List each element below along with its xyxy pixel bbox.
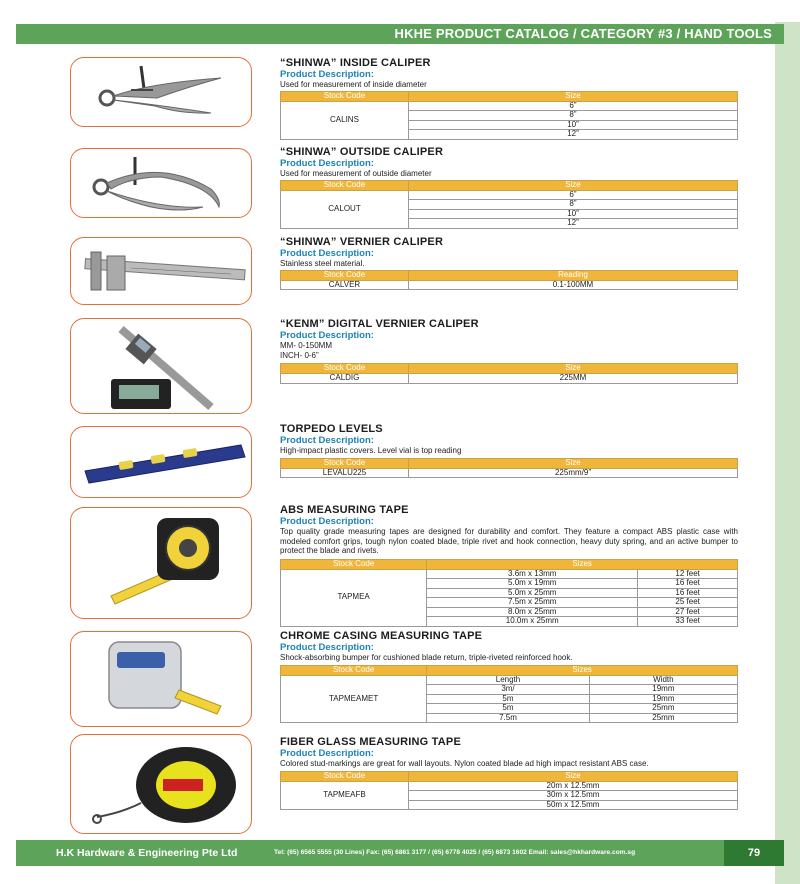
product-inside-caliper bbox=[280, 57, 738, 140]
size-metric-cell: 10.0m x 25mm bbox=[427, 617, 638, 627]
catalog-header bbox=[16, 24, 784, 44]
side-stripe-top bbox=[775, 0, 800, 22]
size-metric-cell: 3.6m x 13mm bbox=[427, 569, 638, 579]
catalog-header-title: HKHE PRODUCT CATALOG / CATEGORY #3 / HAND TOOLS bbox=[394, 26, 772, 41]
size-header: Size bbox=[408, 91, 737, 101]
product-description: Stainless steel material. bbox=[280, 259, 365, 268]
width-cell: 25mm bbox=[589, 713, 737, 723]
digital-caliper-image bbox=[70, 318, 252, 414]
inside-caliper-image bbox=[70, 57, 252, 127]
product-description-label: Product Description: bbox=[280, 69, 374, 80]
stock-code-header: Stock Code bbox=[281, 458, 409, 468]
outside-caliper-image bbox=[70, 148, 252, 218]
size-feet-cell: 12 feet bbox=[638, 569, 738, 579]
product-description-label: Product Description: bbox=[280, 330, 374, 341]
size-cell: 20m x 12.5mm bbox=[408, 781, 737, 791]
size-cell: 225MM bbox=[408, 374, 737, 384]
product-torpedo-levels bbox=[280, 423, 738, 478]
product-description-label: Product Description: bbox=[280, 748, 374, 759]
product-vernier-caliper bbox=[280, 236, 738, 290]
width-cell: 25mm bbox=[589, 704, 737, 714]
size-cell: 8” bbox=[408, 200, 737, 210]
product-title: CHROME CASING MEASURING TAPE bbox=[280, 630, 483, 642]
length-subheader: Length bbox=[427, 675, 590, 685]
fiberglass-tape-image bbox=[70, 734, 252, 834]
length-cell: 7.5m bbox=[427, 713, 590, 723]
product-abs-tape bbox=[280, 504, 738, 627]
stock-code-header: Stock Code bbox=[281, 364, 409, 374]
product-chrome-tape bbox=[280, 630, 738, 723]
size-feet-cell: 16 feet bbox=[638, 588, 738, 598]
product-description: Used for measurement of outside diameter bbox=[280, 169, 432, 178]
size-feet-cell: 16 feet bbox=[638, 579, 738, 589]
size-cell: 225mm/9” bbox=[408, 468, 737, 478]
spec-table bbox=[280, 559, 738, 627]
product-fiberglass-tape bbox=[280, 736, 738, 810]
product-outside-caliper bbox=[280, 146, 738, 229]
size-cell: 8” bbox=[408, 111, 737, 121]
product-title: “SHINWA” VERNIER CALIPER bbox=[280, 236, 444, 248]
reading-header: Reading bbox=[408, 270, 737, 280]
size-metric-cell: 7.5m x 25mm bbox=[427, 598, 638, 608]
spec-table bbox=[280, 771, 738, 811]
product-description-label: Product Description: bbox=[280, 516, 374, 527]
width-cell: 19mm bbox=[589, 685, 737, 695]
length-cell: 3m/ bbox=[427, 685, 590, 695]
stock-code-cell: CALINS bbox=[281, 101, 409, 139]
size-cell: 12” bbox=[408, 219, 737, 229]
page-number: 79 bbox=[724, 840, 784, 866]
width-subheader: Width bbox=[589, 675, 737, 685]
stock-code-cell: CALVER bbox=[281, 280, 409, 290]
stock-code-cell: TAPMEAFB bbox=[281, 781, 409, 810]
spec-table bbox=[280, 180, 738, 229]
product-description-line: MM- 0-150MM bbox=[280, 341, 333, 350]
size-cell: 6” bbox=[408, 101, 737, 111]
side-stripe bbox=[775, 0, 800, 884]
product-title: TORPEDO LEVELS bbox=[280, 423, 383, 435]
size-feet-cell: 27 feet bbox=[638, 607, 738, 617]
product-description: Shock-absorbing bumper for cushioned blade return, triple-riveted reinforced hook. bbox=[280, 653, 573, 662]
sizes-header: Sizes bbox=[427, 559, 738, 569]
stock-code-cell: TAPMEA bbox=[281, 569, 427, 626]
size-metric-cell: 5.0m x 19mm bbox=[427, 579, 638, 589]
width-cell: 19mm bbox=[589, 694, 737, 704]
size-cell: 12” bbox=[408, 130, 737, 140]
size-cell: 30m x 12.5mm bbox=[408, 791, 737, 801]
size-metric-cell: 5.0m x 25mm bbox=[427, 588, 638, 598]
stock-code-cell: TAPMEAMET bbox=[281, 675, 427, 723]
size-header: Size bbox=[408, 771, 737, 781]
spec-table bbox=[280, 363, 738, 384]
product-description: Used for measurement of inside diameter bbox=[280, 80, 427, 89]
torpedo-level-image bbox=[70, 426, 252, 498]
product-description-label: Product Description: bbox=[280, 248, 374, 259]
product-description-label: Product Description: bbox=[280, 642, 374, 653]
size-cell: 50m x 12.5mm bbox=[408, 800, 737, 810]
stock-code-cell: CALOUT bbox=[281, 190, 409, 228]
sizes-header: Sizes bbox=[427, 665, 738, 675]
contact-info: Tel: (65) 6565 5555 (30 Lines) Fax: (65) 6861 3177 / (65) 6778 4025 / (65) 6873 1602 Email: sales@hkhardware.com.sg bbox=[274, 849, 636, 856]
size-cell: 6” bbox=[408, 190, 737, 200]
stock-code-header: Stock Code bbox=[281, 270, 409, 280]
product-description-line: INCH- 0-6” bbox=[280, 350, 319, 360]
spec-table bbox=[280, 458, 738, 479]
product-title: “KENM” DIGITAL VERNIER CALIPER bbox=[280, 318, 479, 330]
product-description-label: Product Description: bbox=[280, 158, 374, 169]
product-digital-caliper bbox=[280, 318, 738, 384]
product-description-label: Product Description: bbox=[280, 435, 374, 446]
abs-tape-image bbox=[70, 507, 252, 619]
product-description: Top quality grade measuring tapes are designed for durability and comfort. They feature a compact ABS plastic case with modeled comfort grips, tough nylon coated blade, triple rivet and hook connection, heavy duty spring, and an active bumper to protect the blade and rivets. bbox=[280, 527, 738, 555]
size-header: Size bbox=[408, 458, 737, 468]
stock-code-cell: LEVALU225 bbox=[281, 468, 409, 478]
stock-code-header: Stock Code bbox=[281, 665, 427, 675]
product-title: “SHINWA” INSIDE CALIPER bbox=[280, 57, 431, 69]
stock-code-cell: CALDIG bbox=[281, 374, 409, 384]
reading-cell: 0.1-100MM bbox=[408, 280, 737, 290]
size-header: Size bbox=[408, 180, 737, 190]
stock-code-header: Stock Code bbox=[281, 91, 409, 101]
stock-code-header: Stock Code bbox=[281, 180, 409, 190]
size-header: Size bbox=[408, 364, 737, 374]
size-feet-cell: 33 feet bbox=[638, 617, 738, 627]
product-title: FIBER GLASS MEASURING TAPE bbox=[280, 736, 462, 748]
length-cell: 5m bbox=[427, 694, 590, 704]
product-title: ABS MEASURING TAPE bbox=[280, 504, 409, 516]
stock-code-header: Stock Code bbox=[281, 771, 409, 781]
catalog-footer bbox=[16, 840, 784, 866]
size-cell: 10” bbox=[408, 120, 737, 130]
vernier-caliper-image bbox=[70, 237, 252, 305]
size-feet-cell: 25 feet bbox=[638, 598, 738, 608]
company-name: H.K Hardware & Engineering Pte Ltd bbox=[56, 847, 238, 859]
chrome-tape-image bbox=[70, 631, 252, 727]
size-cell: 10” bbox=[408, 209, 737, 219]
size-metric-cell: 8.0m x 25mm bbox=[427, 607, 638, 617]
product-description: Colored stud-markings are great for wall layouts. Nylon coated blade ad high impact resistant ABS case. bbox=[280, 759, 649, 768]
spec-table bbox=[280, 665, 738, 724]
length-cell: 5m bbox=[427, 704, 590, 714]
product-description: High-impact plastic covers. Level vial is top reading bbox=[280, 446, 462, 455]
product-title: “SHINWA” OUTSIDE CALIPER bbox=[280, 146, 444, 158]
spec-table bbox=[280, 270, 738, 291]
spec-table bbox=[280, 91, 738, 140]
stock-code-header: Stock Code bbox=[281, 559, 427, 569]
